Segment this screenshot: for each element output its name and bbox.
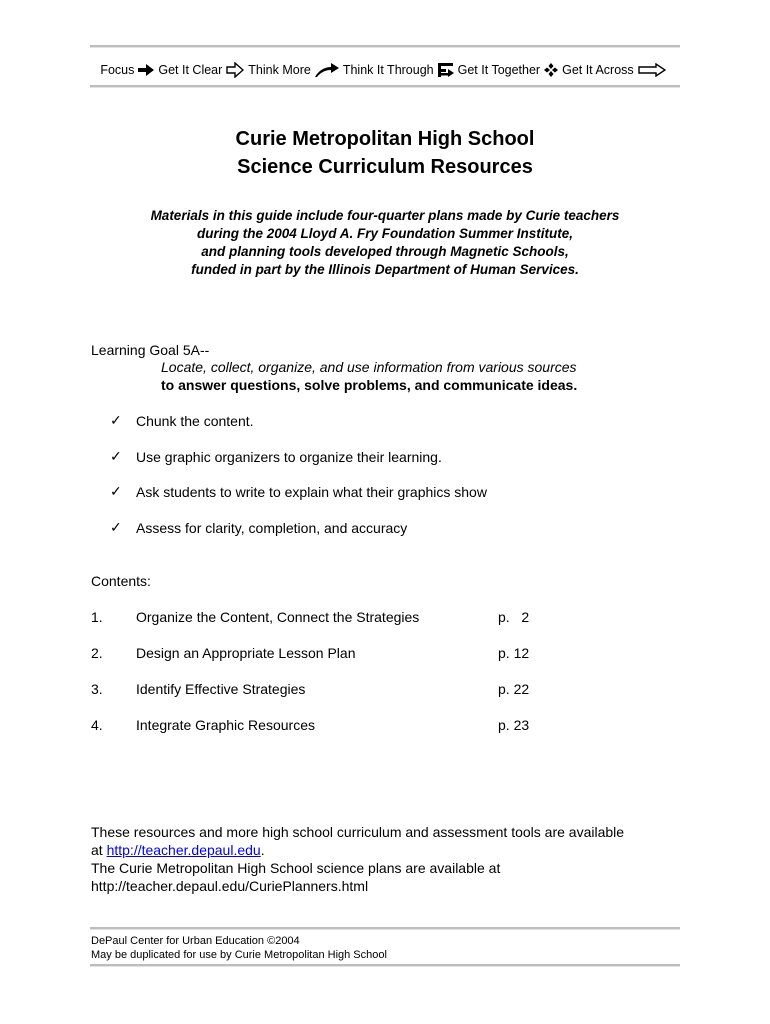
- checklist-item: [110, 519, 407, 536]
- check-icon: ✓: [110, 483, 122, 499]
- check-icon: ✓: [110, 448, 122, 464]
- closing-line: The Curie Metropolitan High School science plans are available at: [91, 860, 501, 876]
- page-title-line-2: Science Curriculum Resources: [237, 156, 533, 178]
- contents-heading: Contents:: [91, 573, 151, 589]
- footer-line: DePaul Center for Urban Education ©2004: [91, 935, 300, 947]
- nav-label: Focus: [100, 63, 135, 77]
- toc-number: 4.: [91, 717, 103, 733]
- toc-page: p. 12: [498, 645, 530, 661]
- nav-item-get-it-clear: [158, 62, 248, 78]
- toc-row: [91, 717, 571, 735]
- closing-line: http://teacher.depaul.edu/CuriePlanners.html: [91, 878, 369, 894]
- nav-item-get-it-across: [562, 63, 670, 77]
- toc-page: p. 23: [498, 717, 530, 733]
- nav-label: Get It Together: [457, 63, 541, 77]
- closing-suffix: .: [260, 842, 265, 858]
- outline-arrow-icon: [226, 62, 244, 78]
- check-icon: ✓: [110, 519, 122, 535]
- checklist-label: Use graphic organizers to organize their learning.: [136, 448, 442, 465]
- closing-line: These resources and more high school curriculum and assessment tools are available: [91, 824, 625, 840]
- right-arrow-icon: [138, 64, 154, 76]
- nav-bottom-rule: [90, 85, 680, 88]
- toc-row: [91, 681, 571, 699]
- checklist-label: Ask students to write to explain what their graphics show: [136, 483, 487, 500]
- nav-label: Get It Across: [562, 63, 634, 77]
- toc-page: p. 22: [498, 681, 530, 697]
- footer-bottom-rule: [90, 964, 680, 967]
- nav-item-focus: [100, 63, 158, 77]
- top-rule: [90, 45, 680, 48]
- nav-label: Get It Clear: [158, 63, 223, 77]
- checklist-item: [110, 483, 487, 500]
- bent-arrow-icon: [438, 63, 454, 77]
- footer-line: May be duplicated for use by Curie Metropolitan High School: [91, 949, 387, 961]
- nav-item-get-it-together: [458, 63, 562, 77]
- nav-item-think-it-through: [343, 63, 458, 77]
- four-diamond-icon: [544, 63, 558, 77]
- intro-paragraph: [0, 207, 770, 279]
- closing-paragraph: [91, 823, 691, 895]
- toc-row: [91, 645, 571, 663]
- footer: [91, 934, 387, 962]
- learning-goal-text-2: to answer questions, solve problems, and communicate ideas.: [161, 377, 578, 393]
- closing-prefix: at: [91, 842, 107, 858]
- nav-label: Think More: [248, 63, 311, 77]
- toc-number: 1.: [91, 609, 103, 625]
- learning-goal-text-1: Locate, collect, organize, and use information from various sources: [161, 359, 577, 375]
- footer-top-rule: [90, 927, 680, 930]
- toc-page: p. 2: [498, 609, 530, 625]
- depaul-link[interactable]: http://teacher.depaul.edu: [106, 842, 261, 858]
- checklist-label: Chunk the content.: [136, 412, 254, 429]
- toc-label: Integrate Graphic Resources: [136, 717, 315, 733]
- toc-label: Design an Appropriate Lesson Plan: [136, 645, 356, 661]
- toc-number: 3.: [91, 681, 103, 697]
- check-icon: ✓: [110, 412, 122, 428]
- checklist-item: [110, 412, 254, 429]
- curved-arrow-icon: [315, 63, 339, 77]
- checklist-label: Assess for clarity, completion, and accuracy: [136, 519, 408, 536]
- intro-line: funded in part by the Illinois Department of Human Services.: [191, 262, 579, 277]
- toc-row: [91, 609, 571, 627]
- toc-label: Identify Effective Strategies: [136, 681, 306, 697]
- page-title-line-1: Curie Metropolitan High School: [235, 128, 535, 150]
- toc-number: 2.: [91, 645, 103, 661]
- nav-item-think-more: [248, 63, 343, 77]
- intro-line: Materials in this guide include four-quarter plans made by Curie teachers: [150, 208, 620, 223]
- process-nav-bar: [90, 59, 680, 81]
- closing-line: [91, 841, 691, 859]
- intro-line: and planning tools developed through Magnetic Schools,: [201, 244, 569, 259]
- nav-label: Think It Through: [342, 63, 434, 77]
- intro-line: during the 2004 Lloyd A. Fry Foundation Summer Institute,: [196, 226, 574, 241]
- toc-label: Organize the Content, Connect the Strategies: [136, 609, 420, 625]
- learning-goal-heading: Learning Goal 5A--: [91, 342, 210, 358]
- long-outline-arrow-icon: [638, 63, 666, 77]
- checklist-item: [110, 448, 442, 465]
